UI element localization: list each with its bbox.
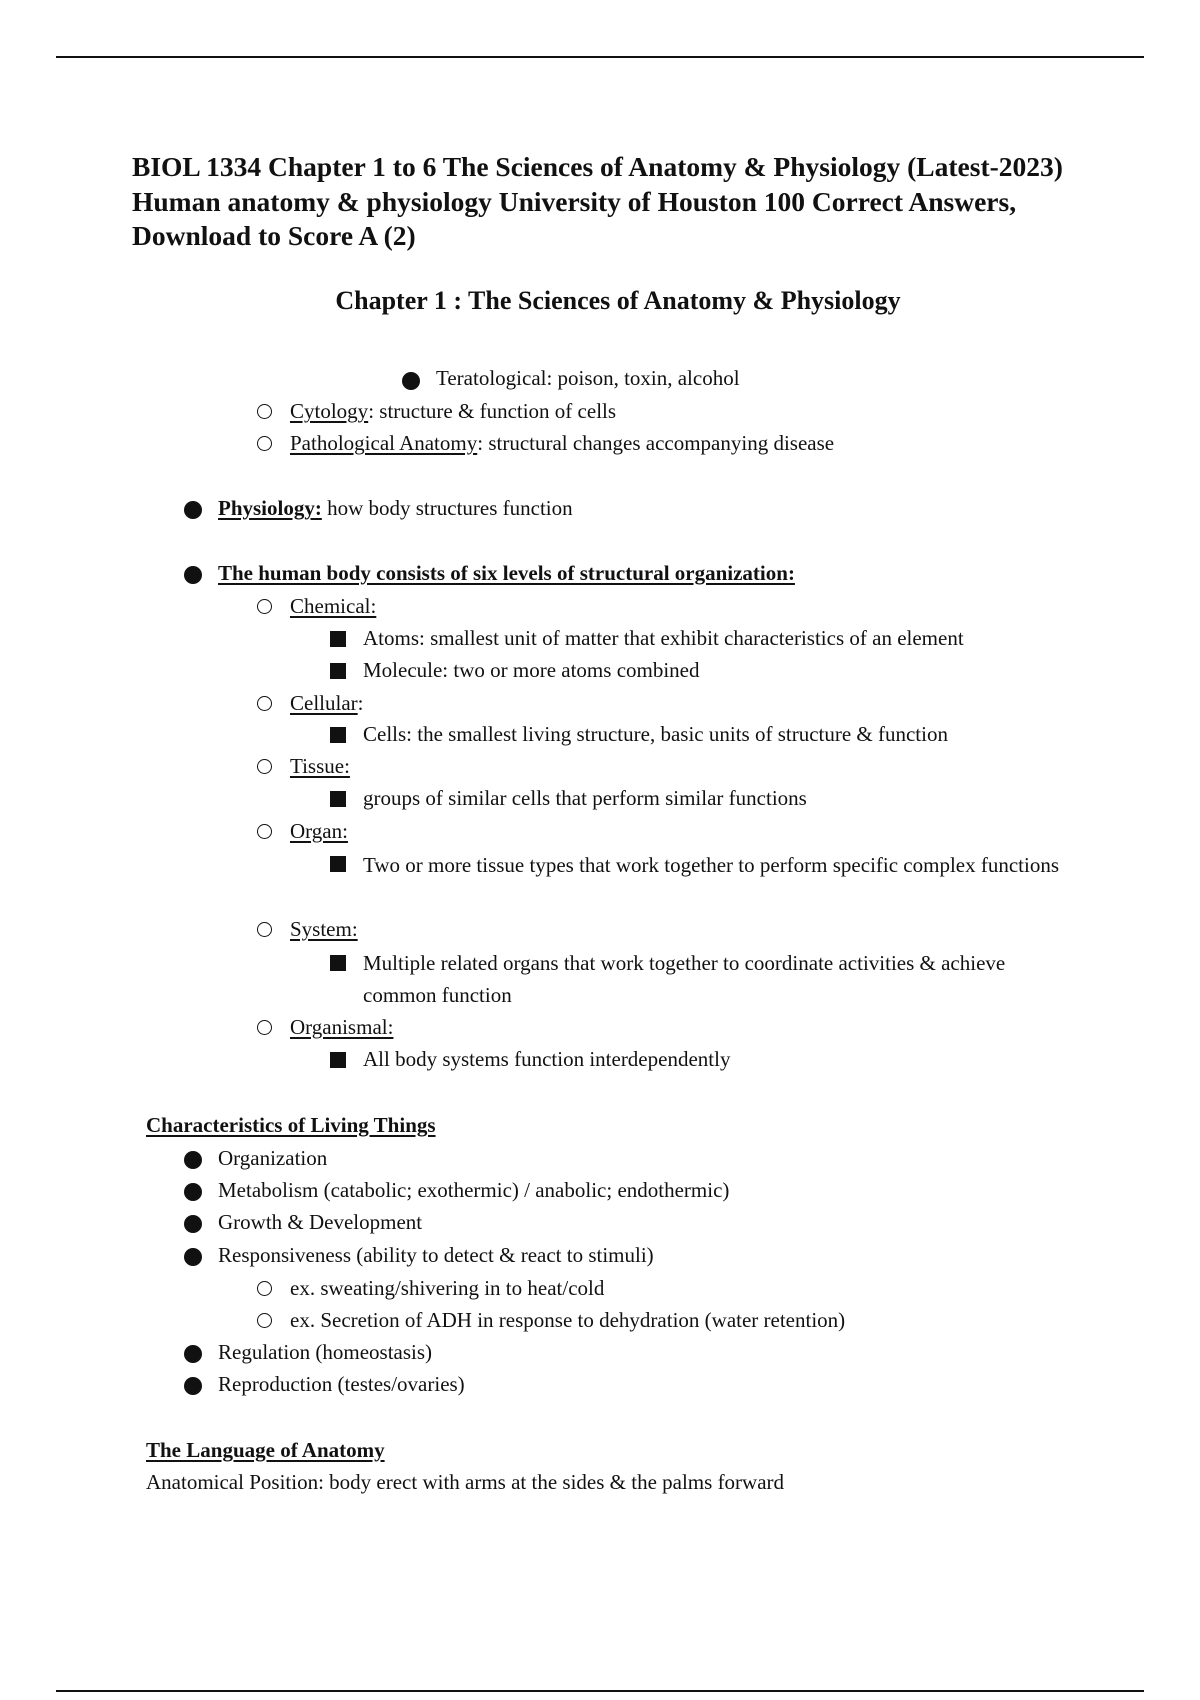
level-organ: Organ: <box>290 819 348 843</box>
bullet-circle-icon <box>257 599 272 614</box>
tissue-definition: groups of similar cells that perform similar functions <box>363 786 807 810</box>
bullet-circle-icon <box>257 1313 272 1328</box>
characteristic-metabolism: Metabolism (catabolic; exothermic) / anabolic; endothermic) <box>218 1178 730 1202</box>
responsiveness-example-2: ex. Secretion of ADH in response to dehydration (water retention) <box>290 1308 846 1332</box>
characteristics-heading: Characteristics of Living Things <box>146 1113 436 1137</box>
system-definition: Multiple related organs that work together to coordinate activities & achieve common function <box>363 951 1006 1007</box>
bullet-square-icon <box>330 791 346 807</box>
pathological-definition: : structural changes accompanying disease <box>477 431 835 455</box>
physiology-item <box>218 494 573 522</box>
bullet-dot-icon <box>402 372 420 390</box>
bullet-circle-icon <box>257 824 272 839</box>
bullet-dot-icon <box>184 501 202 519</box>
levels-heading: The human body consists of six levels of structural organization: <box>218 561 795 585</box>
bullet-dot-icon <box>184 1345 202 1363</box>
characteristic-regulation: Regulation (homeostasis) <box>218 1340 433 1364</box>
cellular-colon: : <box>357 691 364 715</box>
cytology-term: Cytology <box>290 399 369 423</box>
bullet-dot-icon <box>184 1248 202 1266</box>
characteristic-responsiveness: Responsiveness (ability to detect & react to stimuli) <box>218 1243 654 1267</box>
molecule-item: Molecule: two or more atoms combined <box>363 658 700 682</box>
organismal-definition: All body systems function interdependently <box>363 1047 731 1071</box>
bullet-dot-icon <box>184 566 202 584</box>
teratological-item: Teratological: poison, toxin, alcohol <box>436 366 740 390</box>
bullet-square-icon <box>330 631 346 647</box>
bullet-square-icon <box>330 663 346 679</box>
cytology-definition: : structure & function of cells <box>368 399 617 423</box>
bullet-circle-icon <box>257 922 272 937</box>
level-tissue: Tissue: <box>290 754 350 778</box>
bullet-square-icon <box>330 1052 346 1068</box>
chapter-heading: Chapter 1 : The Sciences of Anatomy & Physiology <box>335 286 901 315</box>
bullet-dot-icon <box>184 1215 202 1233</box>
pathological-anatomy-item <box>290 429 834 457</box>
title-line-2: Human anatomy & physiology University of Houston 100 Correct Answers, <box>132 185 1017 217</box>
organ-definition: Two or more tissue types that work together to perform specific complex functions <box>363 853 1060 877</box>
physiology-term: Physiology: <box>218 496 322 520</box>
top-rule <box>56 56 1144 58</box>
responsiveness-example-1: ex. sweating/shivering in to heat/cold <box>290 1276 605 1300</box>
physiology-definition: how body structures function <box>321 496 573 520</box>
pathological-term: Pathological Anatomy <box>290 431 478 455</box>
title-line-3: Download to Score A (2) <box>132 220 416 251</box>
level-cellular <box>290 689 364 717</box>
bullet-circle-icon <box>257 404 272 419</box>
bullet-circle-icon <box>257 696 272 711</box>
bullet-dot-icon <box>184 1377 202 1395</box>
bottom-rule <box>56 1690 1144 1692</box>
cells-item: Cells: the smallest living structure, basic units of structure & function <box>363 722 948 746</box>
level-system: System: <box>290 917 358 941</box>
bullet-square-icon <box>330 856 346 872</box>
language-heading: The Language of Anatomy <box>146 1438 385 1462</box>
characteristic-organization: Organization <box>218 1146 328 1170</box>
bullet-dot-icon <box>184 1151 202 1169</box>
atoms-item: Atoms: smallest unit of matter that exhibit characteristics of an element <box>363 626 964 650</box>
level-chemical: Chemical: <box>290 594 377 618</box>
cellular-term: Cellular <box>290 691 358 715</box>
document-title <box>132 150 1172 254</box>
cytology-item <box>290 397 616 425</box>
bullet-circle-icon <box>257 1020 272 1035</box>
level-organismal: Organismal: <box>290 1015 394 1039</box>
bullet-circle-icon <box>257 436 272 451</box>
characteristic-reproduction: Reproduction (testes/ovaries) <box>218 1372 465 1396</box>
bullet-circle-icon <box>257 759 272 774</box>
characteristic-growth: Growth & Development <box>218 1210 423 1234</box>
bullet-square-icon <box>330 955 346 971</box>
bullet-square-icon <box>330 727 346 743</box>
title-line-1: BIOL 1334 Chapter 1 to 6 The Sciences of Anatomy & Physiology (Latest-2023) <box>132 151 1063 182</box>
anatomical-position: Anatomical Position: body erect with arms at the sides & the palms forward <box>146 1470 785 1494</box>
bullet-circle-icon <box>257 1281 272 1296</box>
bullet-dot-icon <box>184 1183 202 1201</box>
